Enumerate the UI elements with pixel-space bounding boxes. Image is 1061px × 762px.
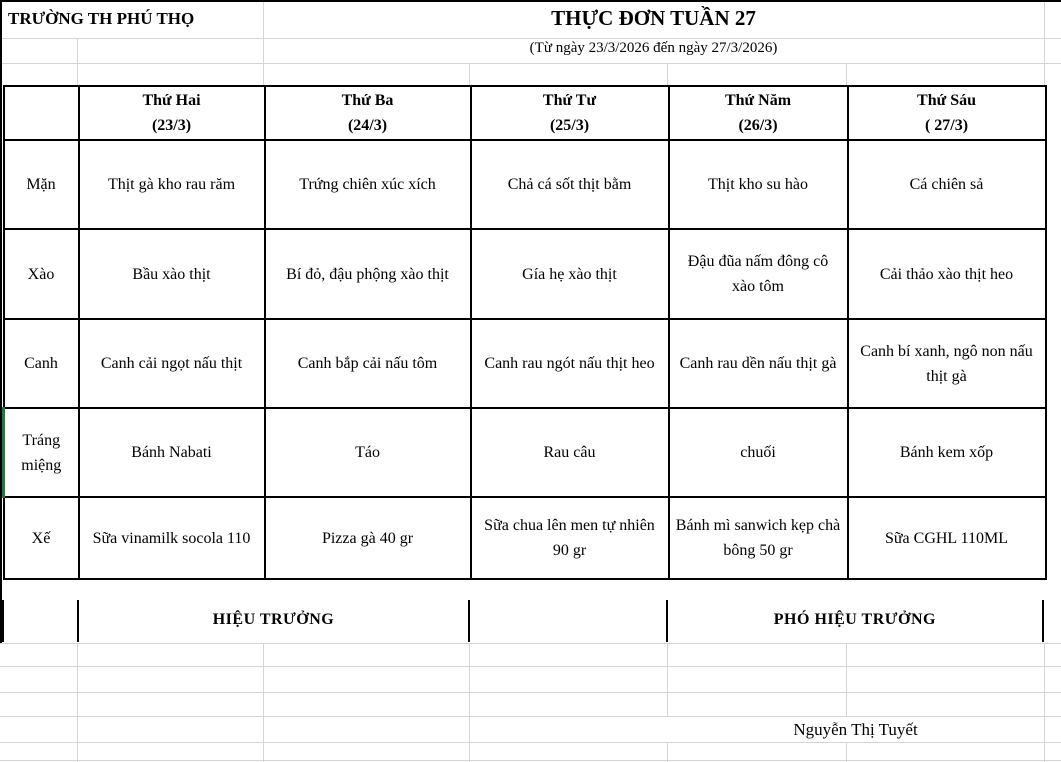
cell-canh-wed[interactable]: Canh rau ngót nấu thịt heo bbox=[471, 319, 669, 408]
gridline bbox=[0, 38, 1061, 39]
gridline bbox=[0, 643, 1061, 644]
cell-xao-thu[interactable]: Đậu đũa nấm đông cô xào tôm bbox=[669, 229, 848, 319]
signer-name-cell[interactable]: Nguyễn Thị Tuyết bbox=[667, 717, 1044, 742]
day-label: Thứ Ba bbox=[341, 92, 394, 109]
menu-title-cell[interactable]: THỰC ĐƠN TUẦN 27 bbox=[551, 6, 756, 30]
day-header-fri[interactable] bbox=[848, 86, 1046, 140]
day-label: Thứ Năm bbox=[724, 92, 792, 109]
gridline bbox=[667, 63, 668, 85]
day-date: (25/3) bbox=[549, 117, 590, 134]
table-row-man bbox=[4, 140, 1046, 229]
gridline bbox=[846, 63, 847, 85]
cell-trang-mieng-thu[interactable]: chuối bbox=[669, 408, 848, 497]
day-header-wed[interactable] bbox=[471, 86, 669, 140]
row-label-xao[interactable]: Xào bbox=[4, 229, 79, 319]
gridline bbox=[846, 643, 847, 762]
menu-table bbox=[2, 85, 1047, 580]
corner-cell[interactable] bbox=[4, 86, 79, 140]
gridline bbox=[469, 643, 470, 762]
row-label-xe[interactable]: Xế bbox=[4, 497, 79, 579]
gridline bbox=[1044, 0, 1045, 85]
day-date: (24/3) bbox=[347, 117, 388, 134]
table-row-trang-mieng bbox=[4, 408, 1046, 497]
gridline bbox=[469, 63, 470, 85]
cell-man-thu[interactable]: Thịt kho su hào bbox=[669, 140, 848, 229]
cell-trang-mieng-tue[interactable]: Táo bbox=[265, 408, 471, 497]
gridline bbox=[77, 643, 78, 762]
gridline bbox=[0, 666, 1061, 667]
cell-man-fri[interactable]: Cá chiên sả bbox=[848, 140, 1046, 229]
gridline bbox=[77, 38, 78, 85]
cell-man-wed[interactable]: Chả cá sốt thịt bằm bbox=[471, 140, 669, 229]
cell-xe-fri[interactable]: Sữa CGHL 110ML bbox=[848, 497, 1046, 579]
sheet-top-edge bbox=[0, 0, 1061, 2]
gridline bbox=[0, 63, 1061, 64]
gridline bbox=[1044, 643, 1045, 762]
row-label-canh[interactable]: Canh bbox=[4, 319, 79, 408]
signature-row-gap[interactable] bbox=[470, 600, 668, 642]
cell-xao-tue[interactable]: Bí đỏ, đậu phộng xào thịt bbox=[265, 229, 471, 319]
gridline bbox=[0, 760, 1061, 761]
school-name-cell[interactable]: TRƯỜNG TH PHÚ THỌ bbox=[8, 9, 258, 29]
table-row-canh bbox=[4, 319, 1046, 408]
principal-label-cell[interactable]: HIỆU TRƯỞNG bbox=[79, 600, 470, 642]
day-label: Thứ Sáu bbox=[917, 92, 976, 109]
table-row-xao bbox=[4, 229, 1046, 319]
cell-man-tue[interactable]: Trứng chiên xúc xích bbox=[265, 140, 471, 229]
signature-row-spacer[interactable] bbox=[4, 600, 79, 642]
day-header-tue[interactable] bbox=[265, 86, 471, 140]
cell-xe-mon[interactable]: Sữa vinamilk socola 110 bbox=[79, 497, 265, 579]
gridline bbox=[667, 643, 668, 762]
cell-xe-wed[interactable]: Sữa chua lên men tự nhiên 90 gr bbox=[471, 497, 669, 579]
cell-trang-mieng-wed[interactable]: Rau câu bbox=[471, 408, 669, 497]
gridline bbox=[263, 643, 264, 762]
cell-xe-thu[interactable]: Bánh mì sanwich kẹp chà bông 50 gr bbox=[669, 497, 848, 579]
gridline bbox=[0, 692, 1061, 693]
cell-xao-mon[interactable]: Bầu xào thịt bbox=[79, 229, 265, 319]
day-date: (23/3) bbox=[151, 117, 192, 134]
cell-canh-thu[interactable]: Canh rau dền nấu thịt gà bbox=[669, 319, 848, 408]
cell-trang-mieng-mon[interactable]: Bánh Nabati bbox=[79, 408, 265, 497]
cell-canh-fri[interactable]: Canh bí xanh, ngô non nấu thịt gà bbox=[848, 319, 1046, 408]
day-label: Thứ Tư bbox=[542, 92, 597, 109]
day-date: ( 27/3) bbox=[924, 117, 969, 134]
cell-xao-wed[interactable]: Gía hẹ xào thịt bbox=[471, 229, 669, 319]
day-header-thu[interactable] bbox=[669, 86, 848, 140]
day-header-mon[interactable] bbox=[79, 86, 265, 140]
cell-canh-tue[interactable]: Canh bắp cải nấu tôm bbox=[265, 319, 471, 408]
cell-xe-tue[interactable]: Pizza gà 40 gr bbox=[265, 497, 471, 579]
signature-row bbox=[2, 600, 1044, 642]
cell-man-mon[interactable]: Thịt gà kho rau răm bbox=[79, 140, 265, 229]
cell-xao-fri[interactable]: Cải thảo xào thịt heo bbox=[848, 229, 1046, 319]
row-label-man[interactable]: Mặn bbox=[4, 140, 79, 229]
day-date: (26/3) bbox=[738, 117, 778, 134]
date-range-cell[interactable]: (Từ ngày 23/3/2026 đến ngày 27/3/2026) bbox=[529, 40, 778, 56]
day-label: Thứ Hai bbox=[142, 92, 201, 109]
cell-canh-mon[interactable]: Canh cải ngọt nấu thịt bbox=[79, 319, 265, 408]
cell-trang-mieng-fri[interactable]: Bánh kem xốp bbox=[848, 408, 1046, 497]
gridline bbox=[0, 742, 1061, 743]
row-label-trang-mieng[interactable]: Tráng miệng bbox=[4, 408, 79, 497]
vice-principal-label-cell[interactable]: PHÓ HIỆU TRƯỞNG bbox=[668, 600, 1044, 642]
table-row-xe bbox=[4, 497, 1046, 579]
day-header-row bbox=[4, 86, 1046, 140]
